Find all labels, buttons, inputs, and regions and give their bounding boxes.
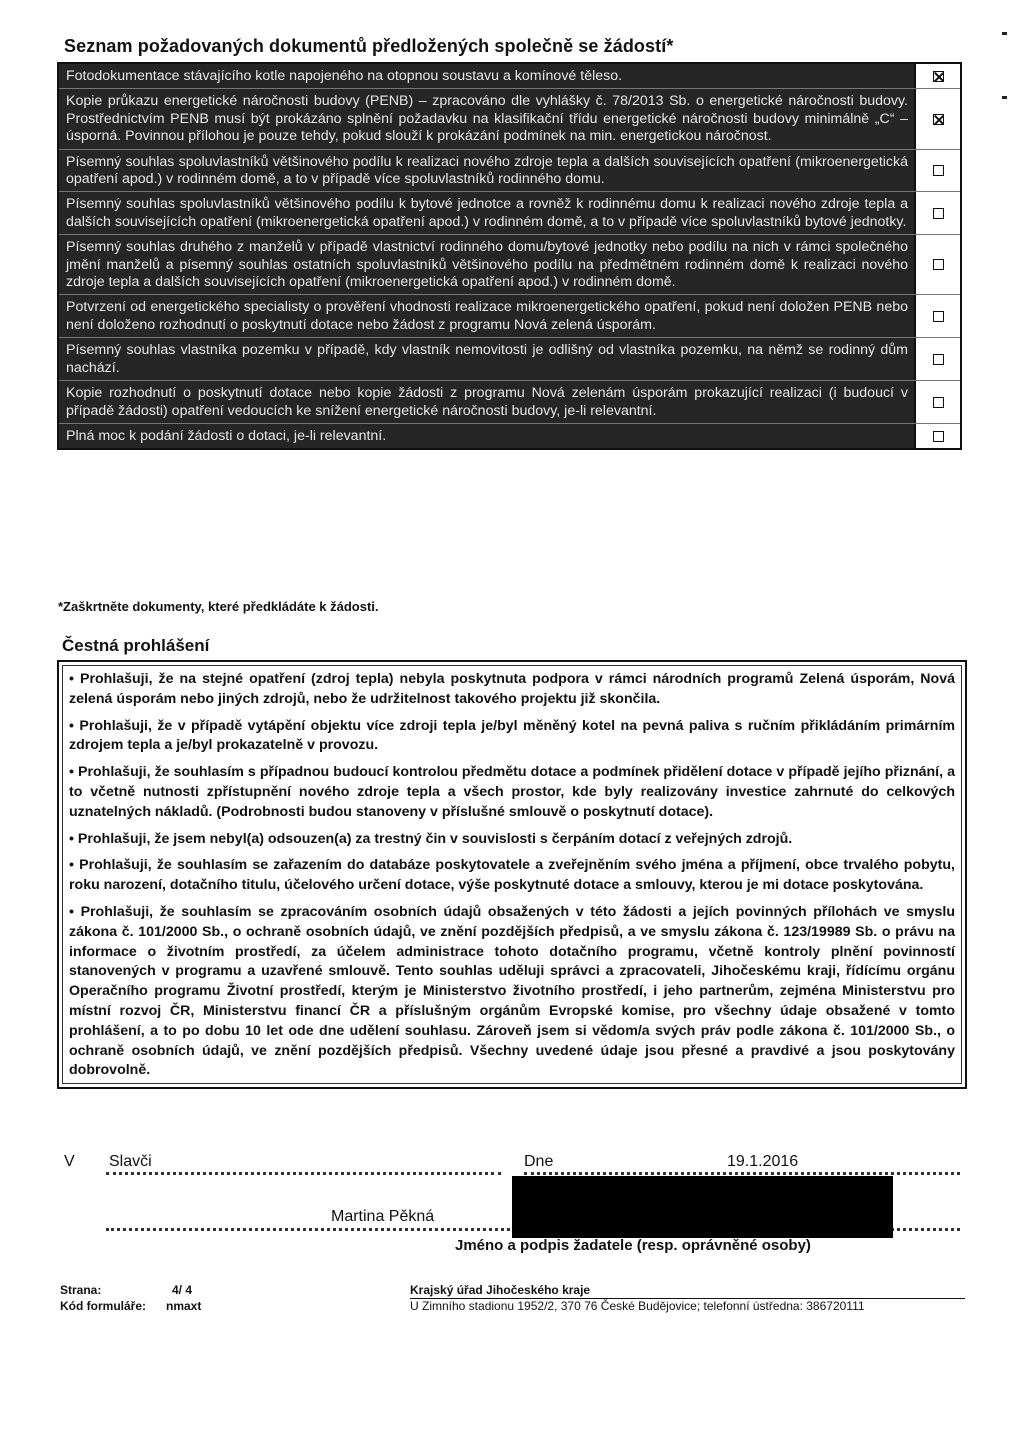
declaration-item: • Prohlašuji, že na stejné opatření (zdroj tepla) nebyla poskytnuta podpora v rámci národních programů Zelená úsporám, Nová zelená úsporám nebo jiných zdrojů, nebo že udržitelnost takového projektu již skončila. (69, 671, 955, 707)
declaration-item: • Prohlašuji, že souhlasím se zařazením do databáze poskytovatele a zveřejněním svého jména a příjmení, obce trvalého pobytu, roku narození, dotačního titulu, účelového určení dotace, výše poskytnuté dotace a smlouvy, kterou je mi dotace poskytována. (69, 857, 955, 894)
declaration-item: • Prohlašuji, že souhlasím s případnou budoucí kontrolou předmětu dotace a podmínek přidělení dotace v případě jejího přiznání, a to včetně nutnosti zpřístupnění nového zdroje tepla a všech prostor, kde byly realizovány investice zahrnuté do celkových uznatelných nákladů. (Podrobnosti budou stanoveny v příslušné smlouvě o poskytnutí dotace). (69, 764, 955, 820)
document-row (59, 191, 960, 234)
document-checkbox[interactable] (933, 354, 944, 365)
document-checkbox[interactable] (933, 431, 944, 442)
document-label: Kopie rozhodnutí o poskytnutí dotace nebo kopie žádosti z programu Nová zelenám úsporám prokazující realizaci (i budoucí v případě žádosti) opatření vedoucích ke snížení energetické náročnosti budovy, je-li relevantní. (59, 381, 914, 423)
form-code-label: Kód formuláře: (60, 1299, 147, 1313)
page-number: 4/ 4 (172, 1283, 193, 1297)
date-label: Dne (524, 1153, 554, 1170)
document-row (59, 149, 960, 192)
document-row (59, 234, 960, 294)
document-label: Kopie průkazu energetické náročnosti budovy (PENB) – zpracováno dle vyhlášky č. 78/2013 Sb. o energetické náročnosti budovy. Prostřednictvím PENB musí být prokázáno splnění požadavku na klasifikační třídu energetické náročnosti budovy minimálně „C“ – úsporná. Povinnou přílohou je pouze tehdy, pokud slouží k prokázání podmínek na min. energetickou náročnost. (59, 89, 914, 148)
document-list-title: Seznam požadovaných dokumentů předložených společně se žádostí* (64, 36, 674, 56)
scan-mark (1002, 32, 1007, 35)
place-prefix: V (64, 1153, 75, 1170)
document-checkbox[interactable] (933, 165, 944, 176)
date-dotted-line (524, 1172, 960, 1175)
document-list-table (57, 62, 962, 450)
signature-redaction (512, 1176, 893, 1238)
document-label: Plná moc k podání žádosti o dotaci, je-li relevantní. (59, 424, 914, 448)
declarations-box (57, 660, 967, 1089)
document-row (59, 423, 960, 448)
declarations-heading: Čestná prohlášení (62, 636, 210, 655)
document-label: Fotodokumentace stávajícího kotle napojeného na otopnou soustavu a komínové těleso. (59, 64, 914, 88)
document-label: Písemný souhlas druhého z manželů v případě vlastnictví rodinného domu/bytové jednotky nebo podílu na nich v rámci společného jmění manželů a písemný souhlas ostatních spoluvlastníků většinového podílu na předmětném rodinném domě k realizaci nového zdroje tepla a dalších souvisejících opatření (mikroenergetická opatření apod.) v rodinném domě. (59, 235, 914, 294)
document-row (59, 64, 960, 88)
document-row (59, 337, 960, 380)
document-checkbox[interactable] (933, 311, 944, 322)
date-value[interactable]: 19.1.2016 (727, 1153, 799, 1170)
declaration-item: • Prohlašuji, že jsem nebyl(a) odsouzen(a) za trestný čin v souvislosti s čerpáním dotací z veřejných zdrojů. (69, 830, 793, 847)
place-value[interactable]: Slavči (109, 1153, 152, 1170)
declaration-item: • Prohlašuji, že souhlasím se zpracováním osobních údajů obsažených v této žádosti a jejích povinných přílohách ve smyslu zákona č. 101/2000 Sb., o ochraně osobních údajů, ve znění pozdějších předpisů, a ve smyslu zákona č. 123/19989 Sb. o právu na informace o životním prostředí, za účelem administrace tohoto dotačního programu, včetně kontroly plnění povinností stanovených v programu a uzavřené smlouvě. Tento souhlas uděluji správci a zpracovateli, Jihočeskému kraji, řídícímu orgánu Operačního programu Životní prostředí, kterým je Ministerstvo životního prostředí, i jeho partnerům, zejména Ministerstvu pro místní rozvoj ČR, Ministerstvu financí ČR a příslušným orgánům Evropské komise, pro všechny údaje obsažené v tomto prohlášení, a to po dobu 10 let ode dne udělení souhlasu. Zároveň jsem si vědom/a svých práv podle zákona č. 101/2000 Sb., o ochraně osobních údajů, ve znění pozdějších předpisů. Všechny uvedené údaje jsou přesné a pravdivé a jsou poskytovány dobrovolně. (69, 903, 955, 1079)
document-label: Písemný souhlas spoluvlastníků většinového podílu k realizaci nového zdroje tepla a dalších souvisejících opatření (mikroenergetická opatření apod.) v rodinném domě, a to v případě více spoluvlastníků rodinného domu. (59, 150, 914, 192)
document-checkbox[interactable] (933, 114, 944, 125)
page-label: Strana: (60, 1283, 102, 1297)
document-checkbox[interactable] (933, 397, 944, 408)
document-label: Písemný souhlas vlastníka pozemku v případě, kdy vlastník nemovitosti je odlišný od vlastníka pozemku, na němž se rodinný dům nachází. (59, 338, 914, 380)
document-label: Písemný souhlas spoluvlastníků většinového podílu k bytové jednotce a rovněž k rodinnému domu k realizaci nového zdroje tepla a dalších souvisejících opatření (mikroenergetická opatření apod.) v rodinném domě, a to v případě více spoluvlastníků bytové jednotky. (59, 192, 914, 234)
applicant-name[interactable]: Martina Pěkná (331, 1208, 435, 1225)
scan-mark (1002, 96, 1007, 99)
document-checkbox[interactable] (933, 259, 944, 270)
declaration-item: • Prohlašuji, že v případě vytápění objektu více zdroji tepla je/byl měněný kotel na pevná paliva s ručním přikládáním primárním zdrojem tepla a je/byl prokazatelně v provozu. (69, 717, 955, 754)
document-row (59, 294, 960, 337)
form-code-value: nmaxt (166, 1299, 202, 1313)
document-row (59, 380, 960, 423)
document-row (59, 88, 960, 148)
place-dotted-line (106, 1172, 501, 1175)
document-checkbox[interactable] (933, 208, 944, 219)
document-list-footnote: *Zaškrtněte dokumenty, které předkládáte k žádosti. (58, 599, 379, 614)
authority-name: Krajský úřad Jihočeského kraje (410, 1283, 591, 1297)
document-checkbox[interactable] (933, 71, 944, 82)
signature-caption: Jméno a podpis žadatele (resp. oprávněné osoby) (455, 1237, 811, 1254)
document-label: Potvrzení od energetického specialisty o prověření vhodnosti realizace mikroenergetického opatření, pokud není doložen PENB nebo není doloženo rozhodnutí o poskytnutí dotace nebo žádost z programu Nová zelená úsporám. (59, 295, 914, 337)
authority-address: U Zimního stadionu 1952/2, 370 76 České Budějovice; telefonní ústředna: 386720111 (410, 1299, 865, 1313)
